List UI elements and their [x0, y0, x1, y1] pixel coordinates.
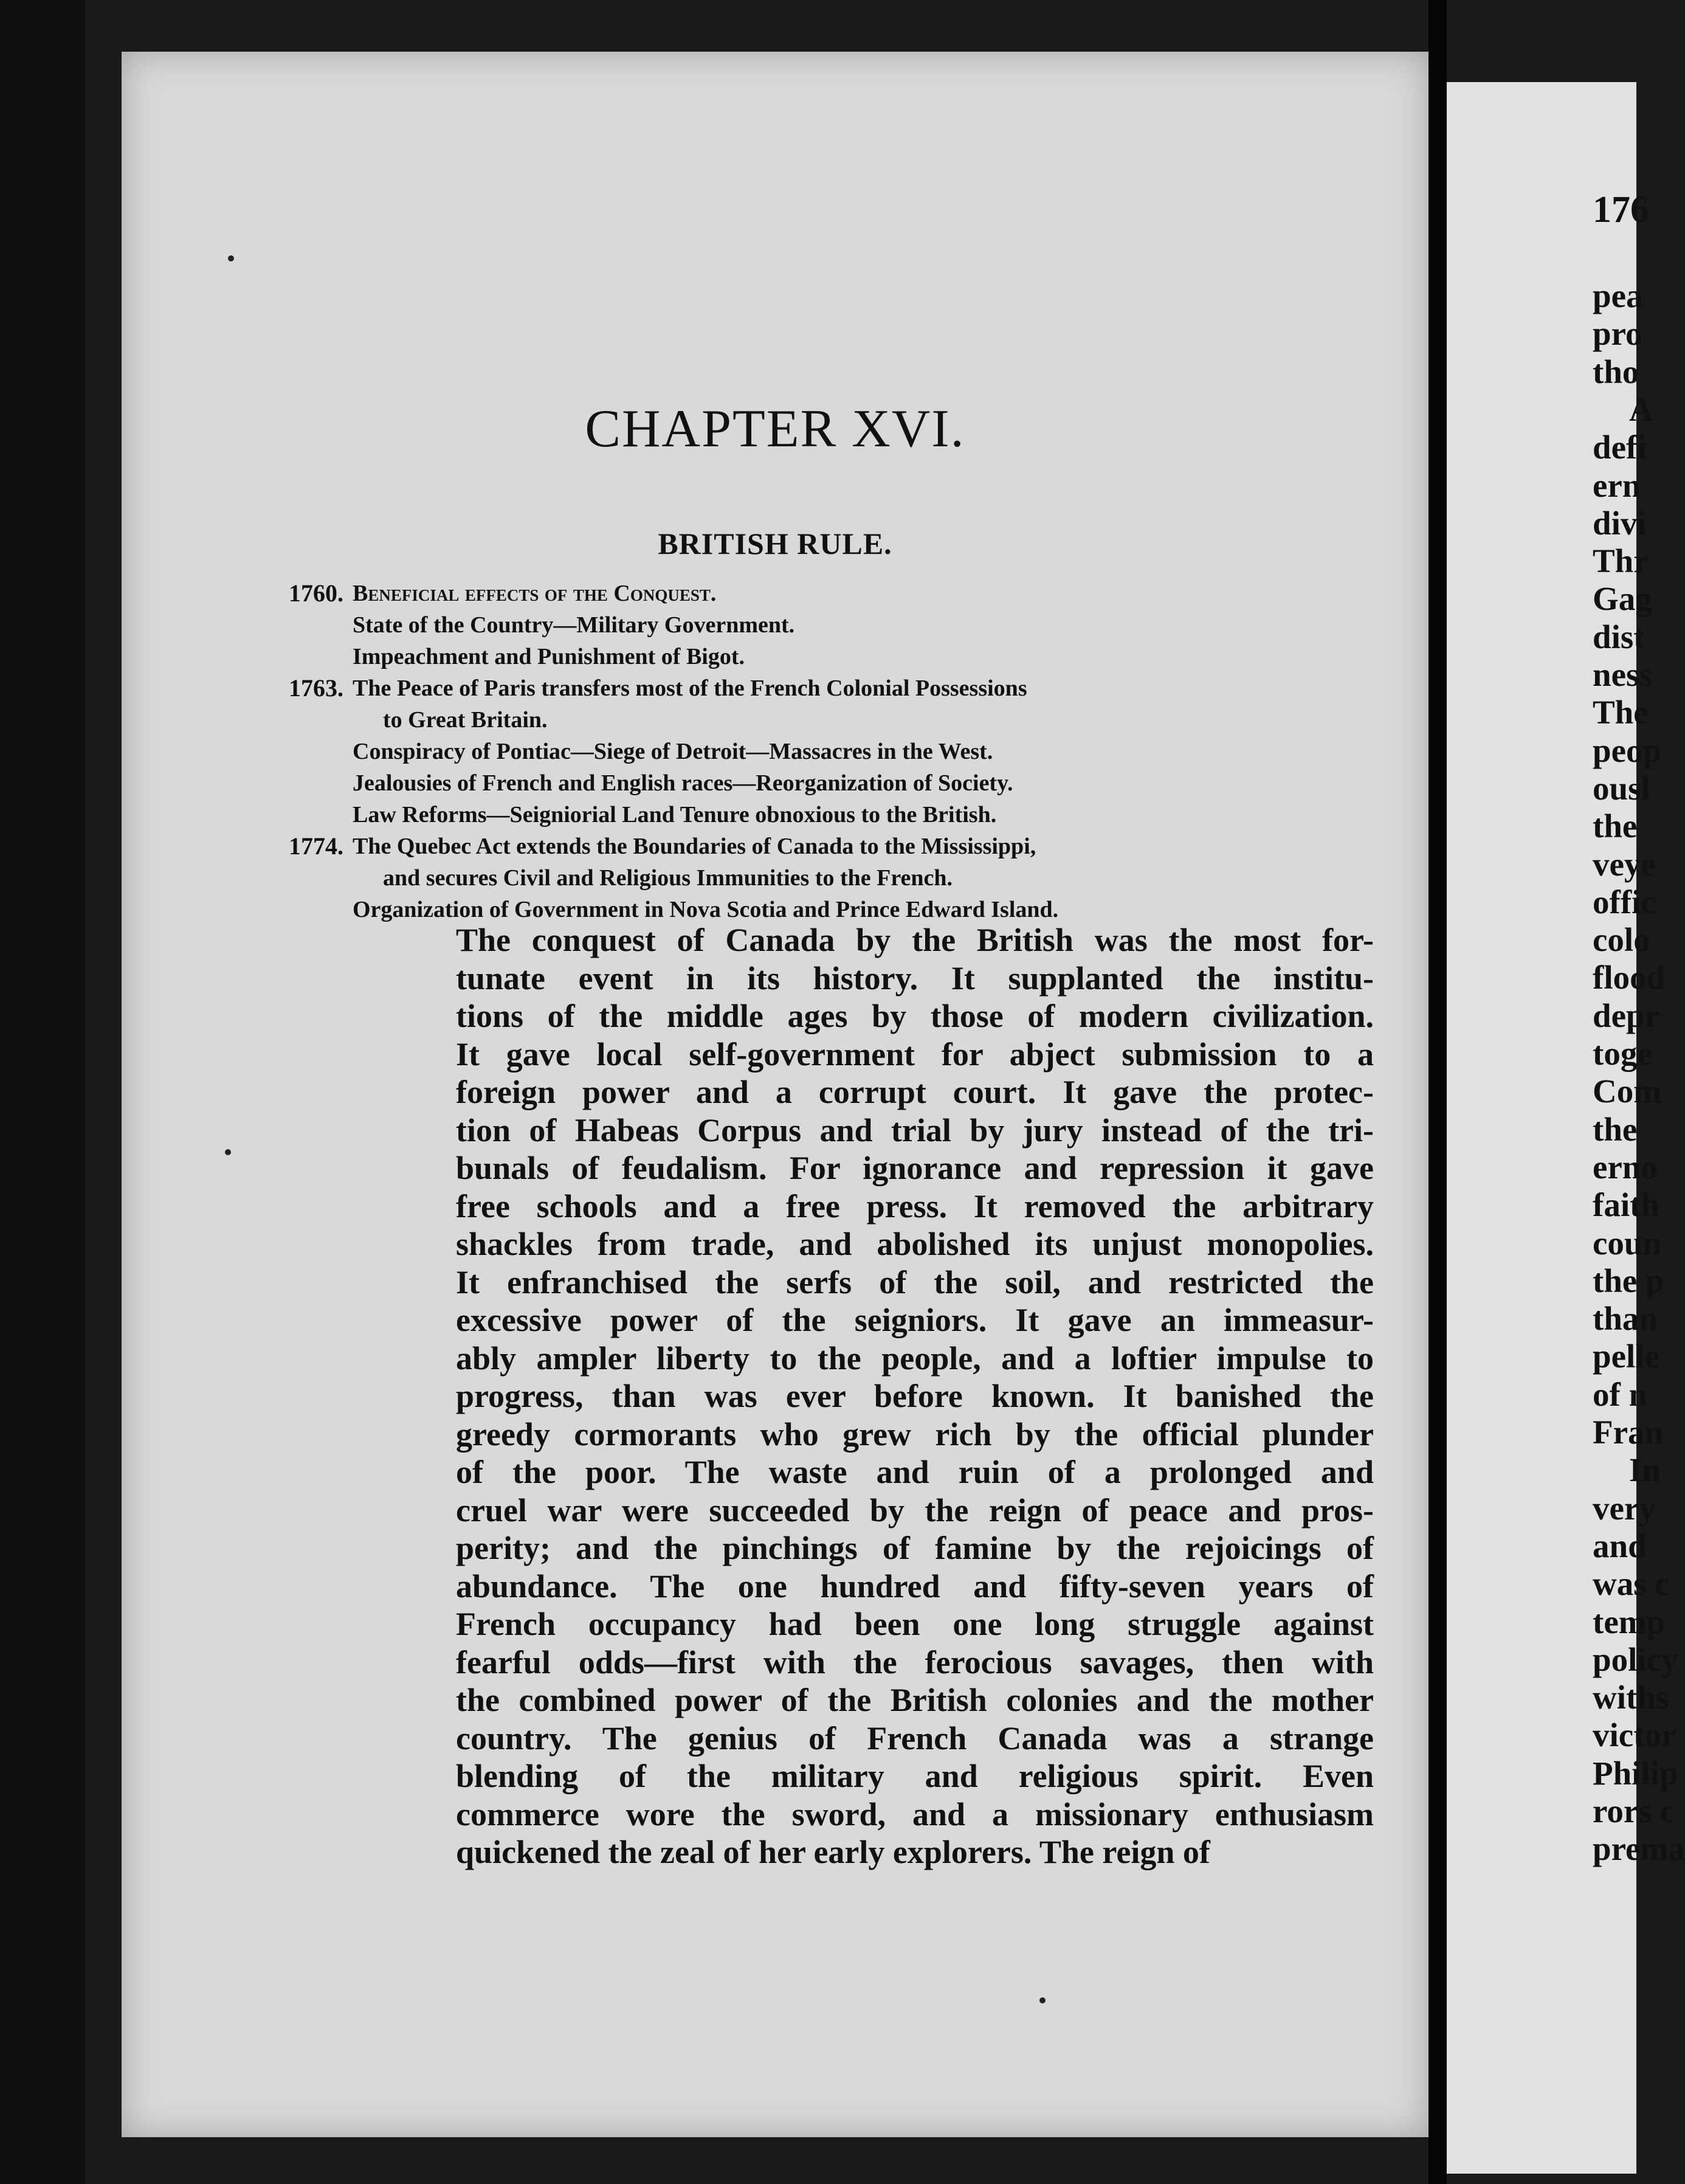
body-line: perity; and the pinchings of famine by the rejoicings of — [456, 1530, 1374, 1566]
right-page-fragment: Thr — [1593, 542, 1649, 579]
body-line: abundance. The one hundred and fifty-seven years of — [456, 1567, 1374, 1605]
body-line: free schools and a free press. It removed the arbitrary — [456, 1187, 1374, 1225]
right-page-fragment: Com — [1593, 1073, 1662, 1110]
summary-entry-1763 — [289, 672, 1386, 831]
body-line: blending of the military and religious spirit. Even — [456, 1758, 1374, 1794]
body-paragraph — [456, 921, 1374, 1871]
page-gutter — [1428, 0, 1447, 2184]
scan-left-edge — [0, 0, 85, 2184]
summary-entry-1774 — [289, 831, 1386, 925]
chapter-summary — [289, 578, 1386, 925]
right-page-fragment: and — [1593, 1527, 1647, 1564]
right-page-fragment: offic — [1593, 883, 1656, 921]
body-line: French occupancy had been one long struggle against — [456, 1606, 1374, 1642]
summary-line: Jealousies of French and English races—Reorganization of Society. — [353, 770, 1013, 796]
summary-line: to Great Britain. — [383, 707, 548, 733]
body-line: foreign power and a corrupt court. It gave the protec- — [456, 1074, 1374, 1110]
right-page-fragment: ern — [1593, 467, 1641, 504]
left-page — [122, 52, 1428, 2137]
chapter-title: CHAPTER XVI. — [585, 399, 965, 458]
right-page-fragment: victor — [1593, 1716, 1676, 1754]
scan-speck — [1039, 1997, 1046, 2003]
body-line: tunate event in its history. It supplanted the institu- — [456, 959, 1374, 997]
body-line: commerce wore the sword, and a missionary enthusiasm — [456, 1795, 1374, 1833]
right-page-fragment: pea — [1593, 277, 1643, 314]
right-page-fragment: tho — [1593, 353, 1639, 390]
right-page-fragment: Fran — [1593, 1414, 1664, 1451]
right-page-fragment: rors c — [1593, 1792, 1675, 1830]
section-title: BRITISH RULE. — [658, 527, 892, 561]
right-page-fragment: faith — [1593, 1186, 1659, 1223]
right-page-number: 176 — [1593, 189, 1649, 230]
right-page-fragment: coun — [1593, 1225, 1662, 1262]
right-page-fragment: withs — [1593, 1679, 1669, 1716]
right-page-fragment: dist — [1593, 618, 1645, 655]
right-page-fragment: In — [1629, 1451, 1661, 1488]
body-line: tions of the middle ages by those of modern civilization. — [456, 998, 1374, 1034]
body-line: tion of Habeas Corpus and trial by jury instead of the tri- — [456, 1111, 1374, 1149]
summary-year: 1763. — [289, 674, 343, 702]
right-page-fragment: colo — [1593, 921, 1650, 958]
right-page-fragment: A — [1629, 391, 1653, 428]
right-page-fragment: veye — [1593, 846, 1656, 883]
body-line: It gave local self-government for abject submission to a — [456, 1035, 1374, 1073]
right-page-fragment: The — [1593, 694, 1649, 731]
right-page-fragment: the p — [1593, 1262, 1664, 1299]
right-page-fragment: pelle — [1593, 1338, 1659, 1375]
summary-line: State of the Country—Military Government. — [353, 612, 795, 638]
body-line: country. The genius of French Canada was a strange — [456, 1719, 1374, 1757]
summary-line: Impeachment and Punishment of Bigot. — [353, 644, 745, 669]
body-line: progress, than was ever before known. It banished the — [456, 1378, 1374, 1414]
summary-year: 1774. — [289, 832, 343, 860]
summary-line: Beneficial effects of the Conquest. — [353, 581, 717, 606]
right-page-fragment: pro — [1593, 315, 1642, 352]
summary-entry-1760 — [289, 578, 1386, 672]
right-page-fragment: very — [1593, 1490, 1656, 1527]
right-page-fragment: temp — [1593, 1603, 1666, 1640]
right-page-fragment: policy — [1593, 1641, 1678, 1678]
right-page-fragment: flood — [1593, 959, 1666, 996]
body-line: shackles from trade, and abolished its unjust monopolies. — [456, 1226, 1374, 1262]
right-page-fragment: peop — [1593, 732, 1662, 769]
right-page-fragment: was c — [1593, 1565, 1670, 1602]
body-line: excessive power of the seigniors. It gave an immeasur- — [456, 1302, 1374, 1338]
right-page-fragment: of n — [1593, 1376, 1648, 1413]
right-page-fragment: ousl — [1593, 770, 1650, 807]
summary-line: The Peace of Paris transfers most of the French Colonial Possessions — [353, 676, 1027, 701]
scan-speck — [225, 1149, 231, 1155]
right-page-fragment: the — [1593, 807, 1638, 845]
right-page-fragment: than — [1593, 1300, 1658, 1337]
right-page-fragment: erno — [1593, 1149, 1658, 1186]
body-line: fearful odds—first with the ferocious savages, then with — [456, 1643, 1374, 1681]
right-page-fragment: ness — [1593, 656, 1652, 693]
body-line: The conquest of Canada by the British was the most for- — [456, 922, 1374, 958]
body-line: ably ampler liberty to the people, and a loftier impulse to — [456, 1339, 1374, 1377]
body-line: of the poor. The waste and ruin of a prolonged and — [456, 1454, 1374, 1490]
body-line: greedy cormorants who grew rich by the official plunder — [456, 1415, 1374, 1453]
right-page-fragment: defi — [1593, 429, 1647, 466]
body-line: quickened the zeal of her early explorers. The reign of — [456, 1834, 1210, 1870]
right-page-fragment: Gag — [1593, 580, 1652, 617]
body-line: the combined power of the British colonies and the mother — [456, 1682, 1374, 1718]
right-page-fragment: toge — [1593, 1035, 1652, 1072]
body-line: It enfranchised the serfs of the soil, and restricted the — [456, 1263, 1374, 1301]
right-page-fragment: Philip — [1593, 1755, 1678, 1792]
right-page-fragment: prema — [1593, 1830, 1685, 1867]
summary-line: The Quebec Act extends the Boundaries of Canada to the Mississippi, — [353, 834, 1036, 859]
right-page-fragment: divi — [1593, 505, 1647, 542]
right-page — [1447, 82, 1685, 2174]
right-page-fragment: depr — [1593, 997, 1659, 1034]
summary-line: Conspiracy of Pontiac—Siege of Detroit—Massacres in the West. — [353, 739, 993, 764]
summary-line: Organization of Government in Nova Scotia and Prince Edward Island. — [353, 897, 1059, 922]
summary-year: 1760. — [289, 579, 343, 607]
body-line: cruel war were succeeded by the reign of peace and pros- — [456, 1491, 1374, 1529]
summary-line: Law Reforms—Seigniorial Land Tenure obnoxious to the British. — [353, 802, 997, 828]
right-page-fragment: the — [1593, 1111, 1638, 1148]
summary-line: and secures Civil and Religious Immunities to the French. — [383, 865, 953, 891]
scan-speck — [228, 255, 234, 261]
body-line: bunals of feudalism. For ignorance and repression it gave — [456, 1150, 1374, 1186]
